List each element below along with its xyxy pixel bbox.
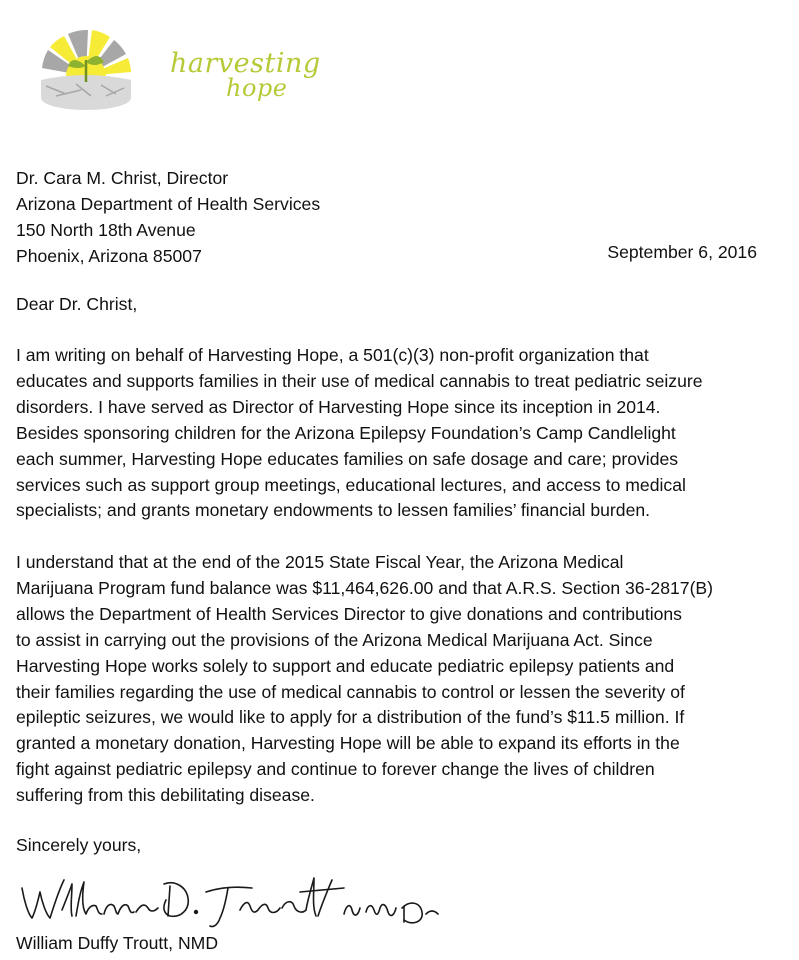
recipient-line: Dr. Cara M. Christ, Director: [16, 168, 229, 188]
paragraph-line: each summer, Harvesting Hope educates families on safe dosage and care; provides: [16, 448, 679, 469]
recipient-line: 150 North 18th Avenue: [16, 219, 196, 240]
logo-line-2: hope: [226, 74, 288, 102]
harvesting-hope-logo: [36, 22, 321, 112]
paragraph-line: their families regarding the use of medical cannabis to control or lessen the severity of: [16, 681, 685, 702]
recipient-line: Arizona Department of Health Services: [16, 193, 321, 214]
paragraph-line: disorders. I have served as Director of Harvesting Hope since its inception in 2014.: [16, 396, 661, 417]
signer-name: William Duffy Troutt, NMD: [16, 933, 219, 953]
paragraph-line: educates and supports families in their use of medical cannabis to treat pediatric seizure: [16, 370, 703, 391]
sun-sprout-icon: [36, 22, 136, 112]
paragraph-line: services such as support group meetings, educational lectures, and access to medical: [16, 474, 686, 495]
body-paragraph-1: [16, 343, 796, 524]
signature-image: [14, 870, 454, 936]
logo-line-1: harvesting: [170, 48, 321, 79]
paragraph-line: epileptic seizures, we would like to apply for a distribution of the fund’s $11.5 million. If: [16, 707, 685, 728]
paragraph-line: Harvesting Hope works solely to support and educate pediatric epilepsy patients and: [16, 655, 675, 676]
recipient-line: Phoenix, Arizona 85007: [16, 245, 202, 266]
paragraph-line: to assist in carrying out the provisions of the Arizona Medical Marijuana Act. Since: [16, 629, 653, 650]
paragraph-line: Marijuana Program fund balance was $11,464,626.00 and that A.R.S. Section 36-2817(B): [16, 577, 714, 598]
body-paragraph-2: [16, 550, 796, 809]
recipient-address: [16, 166, 320, 270]
letter-date: September 6, 2016: [607, 242, 757, 262]
paragraph-line: I understand that at the end of the 2015 State Fiscal Year, the Arizona Medical: [16, 552, 624, 572]
paragraph-line: specialists; and grants monetary endowments to lessen families’ financial burden.: [16, 500, 651, 521]
salutation: Dear Dr. Christ,: [16, 294, 138, 314]
paragraph-line: granted a monetary donation, Harvesting Hope will be able to expand its efforts in the: [16, 733, 680, 754]
paragraph-line: suffering from this debilitating disease.: [16, 785, 315, 806]
paragraph-line: fight against pediatric epilepsy and continue to forever change the lives of children: [16, 759, 655, 780]
closing: Sincerely yours,: [16, 835, 142, 855]
logo-wordmark: [170, 48, 321, 102]
paragraph-line: allows the Department of Health Services Director to give donations and contributions: [16, 603, 682, 624]
paragraph-line: Besides sponsoring children for the Arizona Epilepsy Foundation’s Camp Candlelight: [16, 422, 676, 443]
paragraph-line: I am writing on behalf of Harvesting Hope, a 501(c)(3) non-profit organization that: [16, 345, 649, 365]
